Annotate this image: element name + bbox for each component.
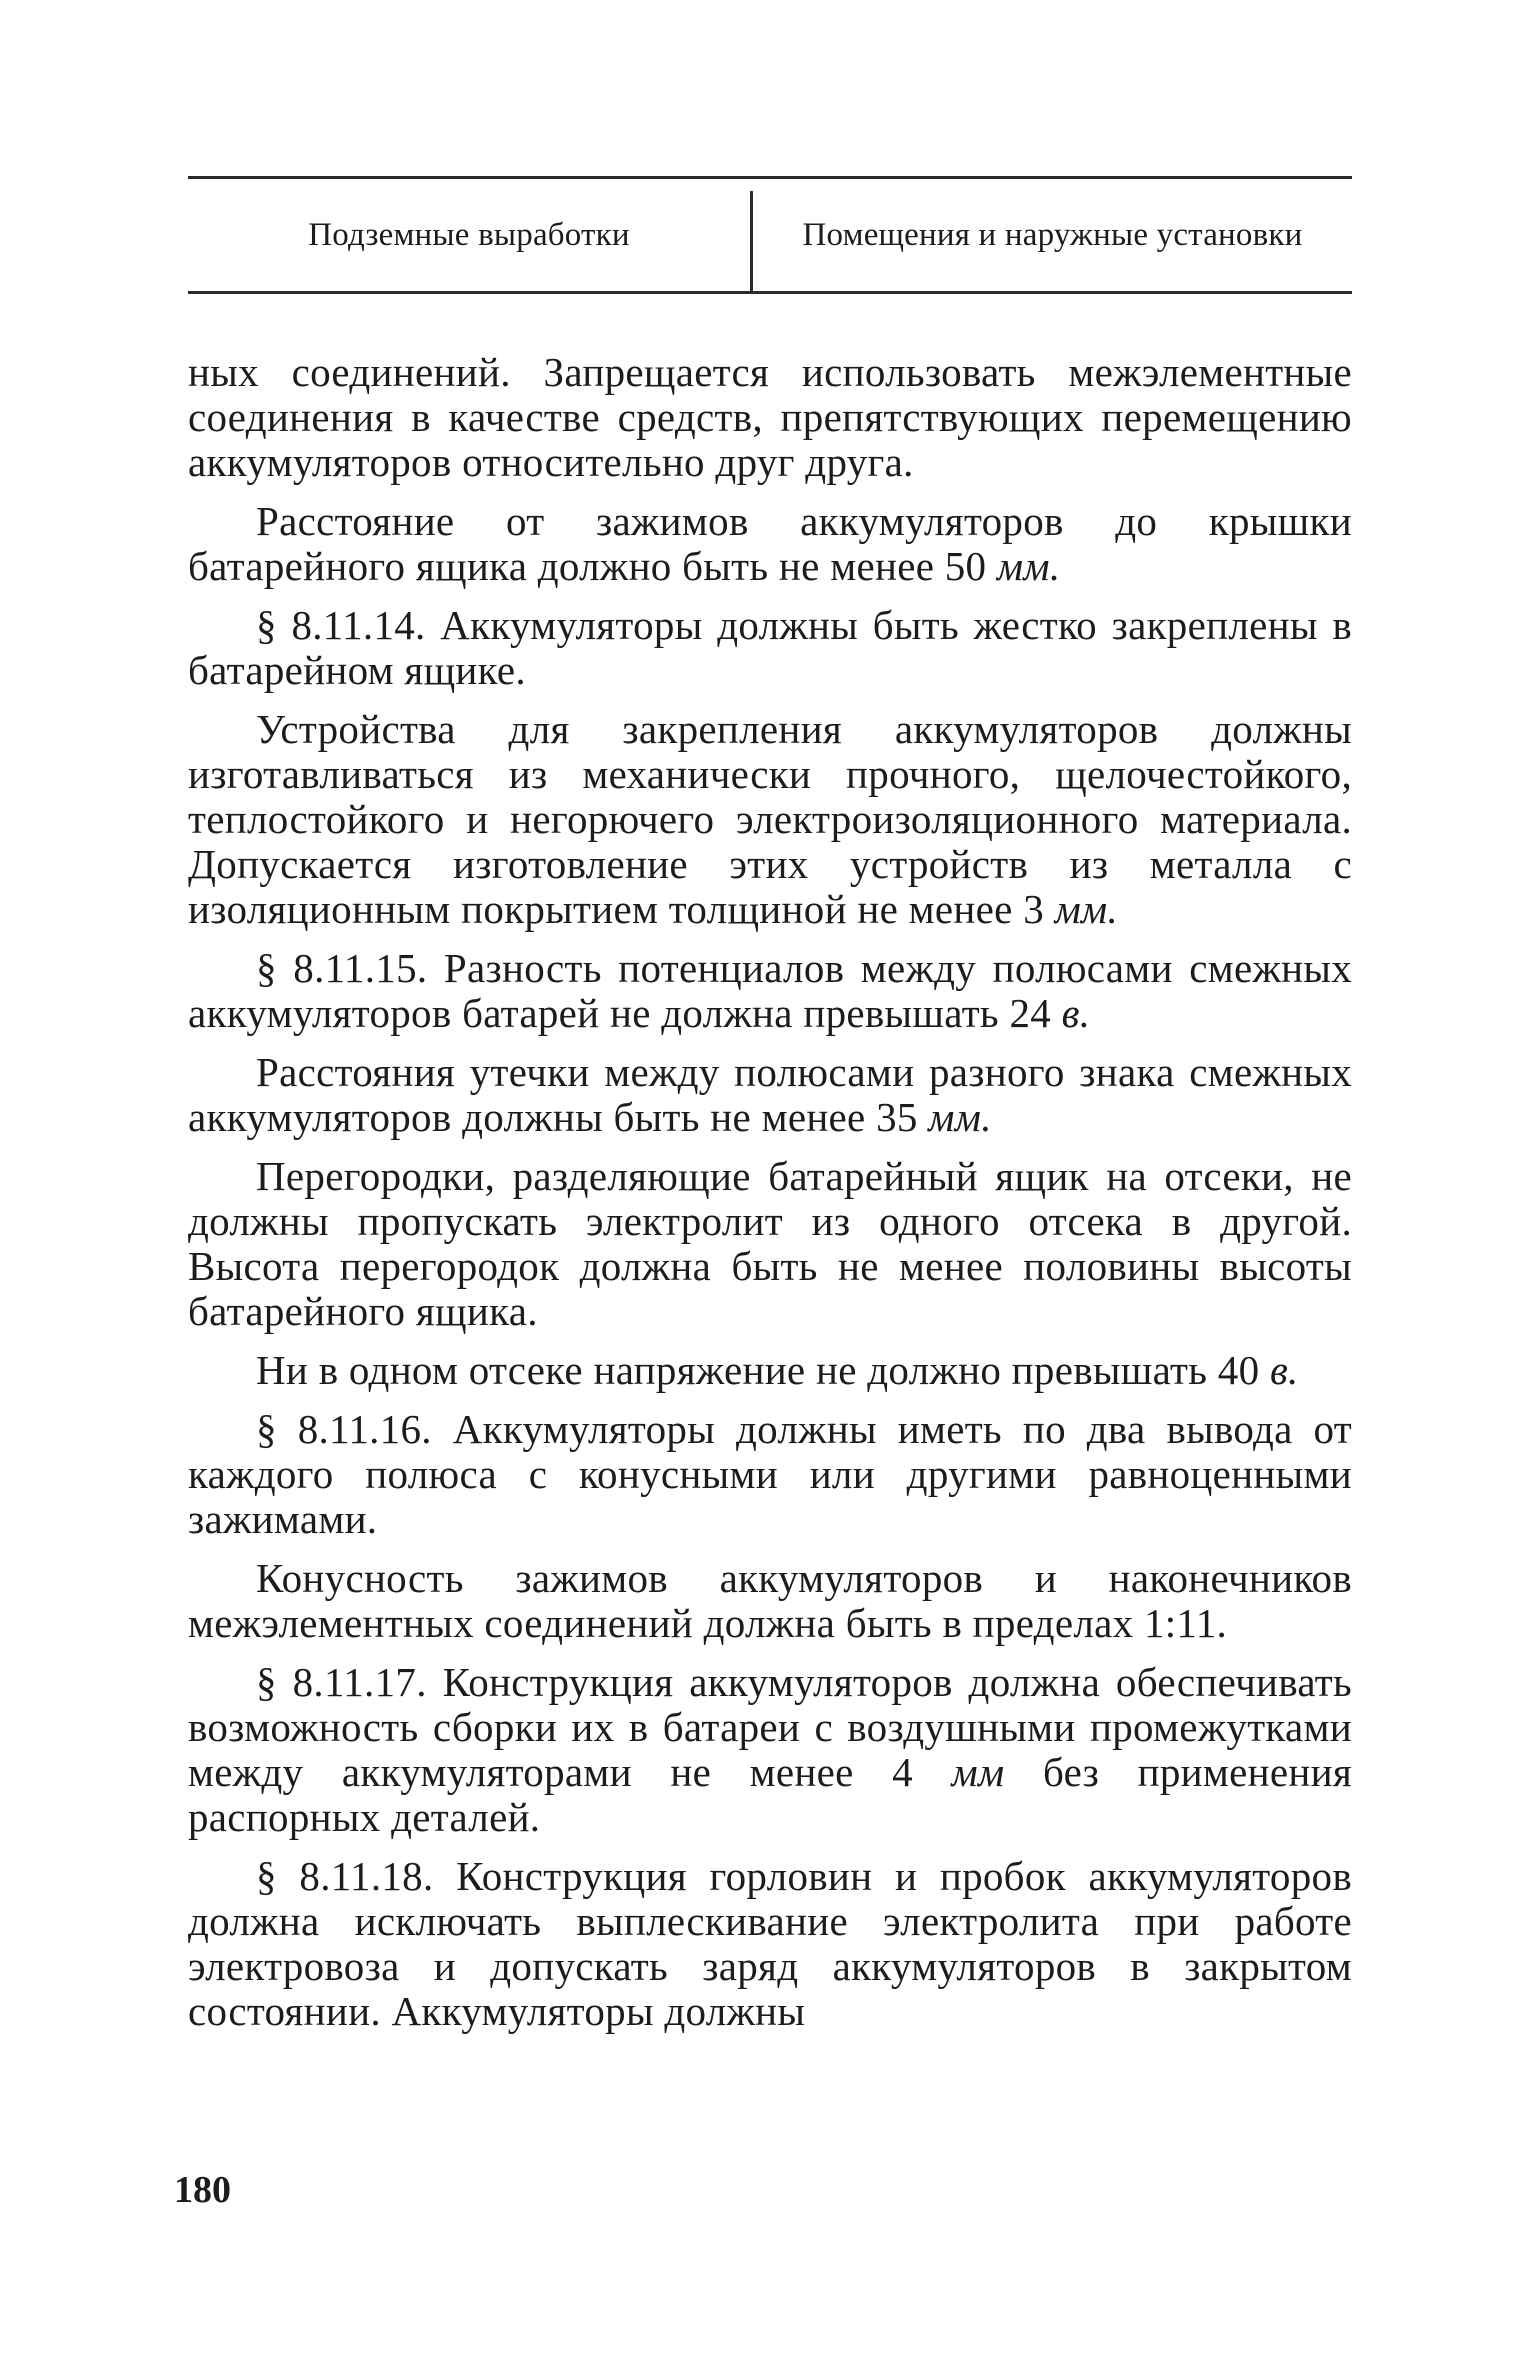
unit-volt: в. bbox=[1269, 1347, 1299, 1393]
unit-mm: мм. bbox=[928, 1094, 992, 1140]
unit-mm: мм bbox=[951, 1749, 1005, 1795]
paragraph-2: Расстояние от зажимов аккумуляторов до крышки батарейного ящика должно быть не менее 50 мм. bbox=[188, 498, 1352, 589]
running-header bbox=[188, 176, 1352, 294]
body-text bbox=[188, 350, 1352, 2034]
header-right-title: Помещения и наружные установки bbox=[802, 216, 1303, 253]
paragraph-6: Расстояния утечки между полюсами разного знака смежных аккумуляторов должны быть не менее 35 мм. bbox=[188, 1049, 1352, 1140]
section-8-11-17: § 8.11.17. Конструкция аккумуляторов должна обеспечивать возможность сборки их в батареи с воздушными промежутками между аккумуляторами не менее 4 мм без применения распорных деталей. bbox=[188, 1659, 1353, 1840]
page-number: 180 bbox=[174, 2169, 231, 2211]
section-8-11-16: § 8.11.16. Аккумуляторы должны иметь по два вывода от каждого полюса с конусными или другими равноценными зажимами. bbox=[188, 1406, 1352, 1542]
section-8-11-15: § 8.11.15. Разность потенциалов между полюсами смежных аккумуляторов батарей не должна превышать 24 в. bbox=[188, 945, 1352, 1036]
section-8-11-14: § 8.11.14. Аккумуляторы должны быть жестко закреплены в батарейном ящике. bbox=[188, 602, 1352, 693]
paragraph-10: Конусность зажимов аккумуляторов и наконечников межэлементных соединений должна быть в пределах 1:11. bbox=[188, 1555, 1352, 1646]
unit-volt: в. bbox=[1061, 990, 1091, 1036]
paragraph-8: Ни в одном отсеке напряжение не должно превышать 40 в. bbox=[256, 1347, 1299, 1393]
header-left-title: Подземные выработки bbox=[308, 216, 630, 253]
section-8-11-18: § 8.11.18. Конструкция горловин и пробок аккумуляторов должна исключать выплескивание электролита при работе электровоза и допускать заряд аккумуляторов в закрытом состоянии. Аккумуляторы должны bbox=[188, 1853, 1352, 2034]
paragraph-7: Перегородки, разделяющие батарейный ящик на отсеки, не должны пропускать электролит из одного отсека в другой. Высота перегородок должна быть не менее половины высоты батарейного ящика. bbox=[188, 1153, 1352, 1334]
paragraph-4: Устройства для закрепления аккумуляторов должны изготавливаться из механически прочного, щелочестойкого, теплостойкого и негорючего электроизоляционного материала. Допускается изготовление этих устройств из металла с изоляционным покрытием толщиной не менее 3 мм. bbox=[188, 706, 1352, 932]
paragraph-1: ных соединений. Запрещается использовать межэлементные соединения в качестве средств, препятствующих перемещению аккумуляторов относительно друг друга. bbox=[188, 349, 1352, 485]
unit-mm: мм. bbox=[1054, 886, 1119, 932]
unit-mm: мм. bbox=[996, 543, 1061, 589]
